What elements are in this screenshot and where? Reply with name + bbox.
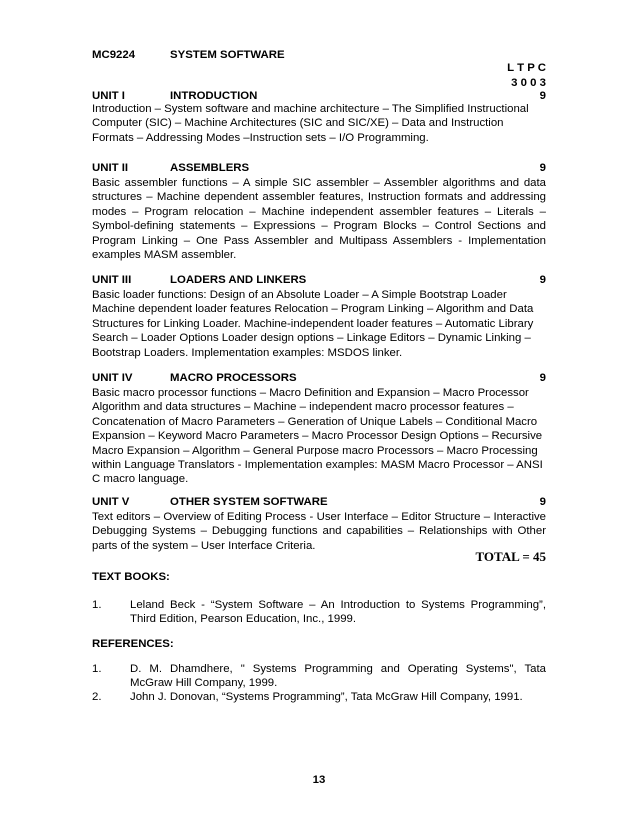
item-text: Leland Beck - “System Software – An Introduction to Systems Programming”, Third Edition, Pearson Education, Inc., 1999. <box>130 599 546 626</box>
unit-hours: 9 <box>539 90 546 102</box>
unit-4-description: Basic macro processor functions – Macro Definition and Expansion – Macro Processor Algorithm and data structures – Machine – independent macro processor features – Concatenation of Macro Parameters – Generation of Unique Labels – Conditional Macro Expansion – Keyword Macro Parameters – Macro Processor Design Options – Recursive Macro Expansion – Algorithm – General Purpose macro Processors – Macro Processing within Language Translators - Implementation examples: MASM Macro Processor – ANSI C macro language. <box>92 387 543 486</box>
course-code: MC9224 <box>92 49 136 61</box>
list-item <box>92 598 546 628</box>
unit-3-header <box>92 273 546 288</box>
course-title: SYSTEM SOFTWARE <box>170 49 285 61</box>
references-heading: REFERENCES: <box>92 638 174 650</box>
course-header <box>92 48 546 63</box>
unit-title: ASSEMBLERS <box>170 162 250 174</box>
unit-label: UNIT I <box>92 90 125 102</box>
list-item <box>92 662 546 692</box>
unit-title: LOADERS AND LINKERS <box>170 274 307 286</box>
unit-1-description: Introduction – System software and machine architecture – The Simplified Instructional Computer (SIC) – Machine Architectures (SIC and SIC/XE) – Data and Instruction Formats – Addressing Modes –Instruction sets – I/O Programming. <box>92 103 529 144</box>
unit-hours: 9 <box>539 274 546 286</box>
ltpc-values: 3 0 0 3 <box>511 77 546 89</box>
unit-hours: 9 <box>539 162 546 174</box>
unit-2-header <box>92 161 546 176</box>
item-text: John J. Donovan, “Systems Programming”, Tata McGraw Hill Company, 1991. <box>130 691 523 703</box>
unit-3-description: Basic loader functions: Design of an Absolute Loader – A Simple Bootstrap Loader Machine dependent loader features Relocation – Program Linking – Algorithm and Data Structures for Linking Loader. Machine-independent loader features – Automatic Library Search – Loader Options Loader design options – Linkage Editors – Dynamic Linking – Bootstrap Loaders. Implementation examples: MSDOS linker. <box>92 289 534 359</box>
unit-5-description: Text editors – Overview of Editing Process - User Interface – Editor Structure – Interactive Debugging Systems – Debugging functions and capabilities – Relationships with Other parts of the system – User Interface Criteria. <box>92 511 546 552</box>
unit-2-description: Basic assembler functions – A simple SIC assembler – Assembler algorithms and data structures – Machine dependent assembler features, Instruction formats and addressing modes – Program relocation – Machine independent assembler features – Literals – Symbol-defining statements – Expressions – Program Blocks – Control Sections and Program Linking – One Pass Assembler and Multipass Assemblers - Implementation examples MASM assembler. <box>92 177 546 262</box>
unit-label: UNIT IV <box>92 372 133 384</box>
unit-hours: 9 <box>539 372 546 384</box>
unit-label: UNIT II <box>92 162 129 174</box>
unit-5-header <box>92 495 546 510</box>
unit-label: UNIT V <box>92 496 130 508</box>
unit-4-header <box>92 371 546 386</box>
unit-title: OTHER SYSTEM SOFTWARE <box>170 496 328 508</box>
item-text: D. M. Dhamdhere, " Systems Programming and Operating Systems", Tata McGraw Hill Company, 1999. <box>130 663 546 690</box>
item-number: 1. <box>92 663 102 675</box>
ltpc-label: L T P C <box>507 62 546 74</box>
unit-title: MACRO PROCESSORS <box>170 372 297 384</box>
total-hours: TOTAL = 45 <box>475 549 546 564</box>
item-number: 2. <box>92 691 102 703</box>
unit-label: UNIT III <box>92 274 132 286</box>
unit-title: INTRODUCTION <box>170 90 258 102</box>
list-item <box>92 690 546 720</box>
page-number: 13 <box>312 774 326 786</box>
text-books-heading: TEXT BOOKS: <box>92 571 170 583</box>
item-number: 1. <box>92 599 102 611</box>
unit-hours: 9 <box>539 496 546 508</box>
